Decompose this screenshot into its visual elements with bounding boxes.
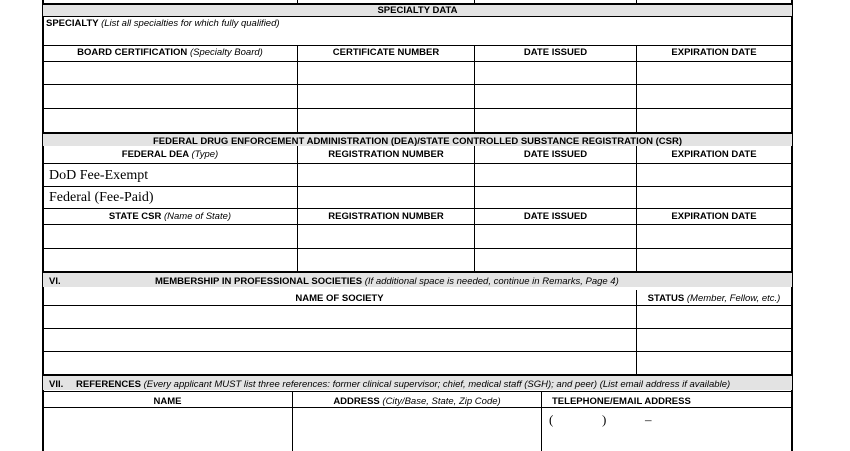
references-note: (Every applicant MUST list three references: former clinical supervisor; chief, medical staff (SGH); and peer) (List email address if available) [143,379,731,390]
federal-dea-note: (Type) [191,149,219,160]
status-header [637,293,791,304]
expiration-cell[interactable] [638,62,790,84]
address-note: (City/Base, State, Zip Code) [382,396,501,407]
status-label: STATUS [647,293,685,304]
dea-date-issued-header: DATE ISSUED [523,149,588,160]
expiration-date-header: EXPIRATION DATE [671,47,757,58]
dea-registration-cell[interactable] [299,164,473,186]
state-csr-label: STATE CSR [108,211,162,222]
specialty-section-title: SPECIALTY DATA [377,5,458,16]
phone-paren-open: ( [549,412,554,427]
society-status-cell[interactable] [638,329,790,351]
reference-phone-header: TELEPHONE/EMAIL ADDRESS [552,396,691,407]
name-of-society-header: NAME OF SOCIETY [295,293,384,304]
state-csr-cell[interactable] [44,225,296,248]
dea-expiration-header: EXPIRATION DATE [671,149,757,160]
certificate-number-header: CERTIFICATE NUMBER [332,47,440,58]
dea-date-cell[interactable] [476,187,635,208]
dea-section-title: FEDERAL DRUG ENFORCEMENT ADMINISTRATION (DEA)/STATE CONTROLLED SUBSTANCE REGISTRATION (CSR) [153,136,682,147]
dea-expiration-cell[interactable] [638,164,790,186]
reference-name-header: NAME [153,396,182,407]
reference-address-header [293,396,541,407]
board-cert-cell[interactable] [44,85,296,108]
references-section-number: VII. [49,379,64,390]
cert-number-cell[interactable] [299,62,473,84]
references-section-title [76,379,730,390]
society-name-cell[interactable] [44,306,635,328]
csr-date-cell[interactable] [476,249,635,271]
cert-number-cell[interactable] [299,85,473,108]
state-csr-cell[interactable] [44,249,296,271]
date-issued-header: DATE ISSUED [523,47,588,58]
cert-number-cell[interactable] [299,109,473,132]
references-title-text: REFERENCES [76,379,141,390]
specialty-label-text: SPECIALTY [46,18,99,29]
society-name-cell[interactable] [44,352,635,374]
expiration-cell[interactable] [638,85,790,108]
reference-address-cell[interactable] [294,408,540,451]
csr-date-cell[interactable] [476,225,635,248]
csr-registration-cell[interactable] [299,249,473,271]
board-label-text: BOARD CERTIFICATION [77,47,188,58]
csr-expiration-cell[interactable] [638,249,790,271]
membership-section-number: VI. [49,276,61,287]
board-note: (Specialty Board) [189,47,263,58]
date-issued-cell[interactable] [476,62,635,84]
date-issued-cell[interactable] [476,85,635,108]
specialty-note: (List all specialties for which fully qualified) [101,18,280,29]
csr-registration-header: REGISTRATION NUMBER [328,211,444,222]
specialty-label [46,18,280,29]
dea-expiration-cell[interactable] [638,187,790,208]
society-name-cell[interactable] [44,329,635,351]
board-cert-cell[interactable] [44,109,296,132]
phone-dash: – [645,412,652,427]
dea-registration-cell[interactable] [299,187,473,208]
membership-title-text: MEMBERSHIP IN PROFESSIONAL SOCIETIES [155,276,363,287]
registration-number-header: REGISTRATION NUMBER [328,149,444,160]
specialty-field[interactable] [44,29,790,44]
phone-paren-close: ) [602,412,607,427]
federal-dea-header [43,149,297,160]
status-note: (Member, Fellow, etc.) [686,293,781,304]
state-csr-note: (Name of State) [164,211,232,222]
dod-fee-exempt-label: DoD Fee-Exempt [49,168,149,183]
csr-date-issued-header: DATE ISSUED [523,211,588,222]
dea-date-cell[interactable] [476,164,635,186]
reference-phone-cell[interactable] [543,408,790,451]
csr-expiration-cell[interactable] [638,225,790,248]
address-label: ADDRESS [333,396,380,407]
date-issued-cell[interactable] [476,109,635,132]
board-cert-cell[interactable] [44,62,296,84]
expiration-cell[interactable] [638,109,790,132]
csr-expiration-header: EXPIRATION DATE [671,211,757,222]
society-status-cell[interactable] [638,352,790,374]
reference-name-cell[interactable] [44,408,291,451]
board-certification-header [43,47,297,58]
federal-fee-paid-label: Federal (Fee-Paid) [49,190,154,205]
membership-note: (If additional space is needed, continue in Remarks, Page 4) [364,276,619,287]
federal-dea-label: FEDERAL DEA [121,149,189,160]
state-csr-header [43,211,297,222]
membership-section-title [155,276,619,287]
csr-registration-cell[interactable] [299,225,473,248]
society-status-cell[interactable] [638,306,790,328]
